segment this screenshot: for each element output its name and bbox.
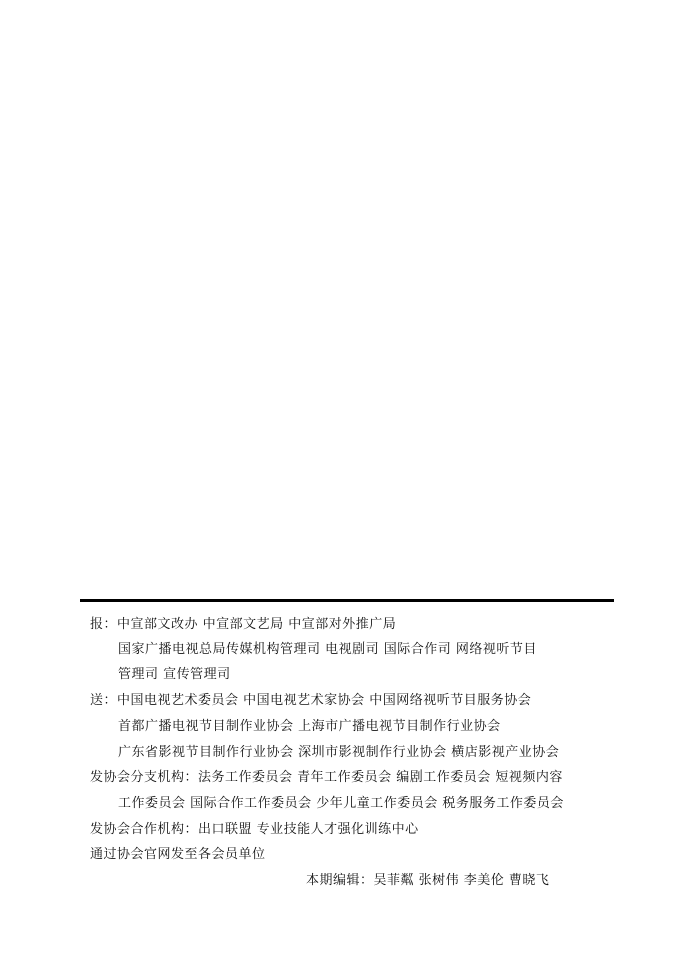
website-distribution-line: 通过协会官网发至各会员单位 xyxy=(90,847,266,862)
partner-orgs-line: 发协会合作机构：出口联盟 专业技能人才强化训练中心 xyxy=(90,822,419,837)
send-to-line-3: 广东省影视节目制作行业协会 深圳市影视制作行业协会 横店影视产业协会 xyxy=(118,745,560,760)
send-to-line-2: 首都广播电视节目制作业协会 上海市广播电视节目制作行业协会 xyxy=(118,719,501,734)
report-to-line-1: 报：中宣部文改办 中宣部文艺局 中宣部对外推广局 xyxy=(90,617,397,632)
send-to-line-1: 送：中国电视艺术委员会 中国电视艺术家协会 中国网络视听节目服务协会 xyxy=(90,693,532,708)
report-to-line-3: 管理司 宣传管理司 xyxy=(118,667,231,682)
editors-line: 本期编辑：吴菲粼 张树伟 李美伦 曹晓飞 xyxy=(306,873,550,888)
top-divider-rule xyxy=(80,599,614,602)
branch-orgs-line-1: 发协会分支机构：法务工作委员会 青年工作委员会 编剧工作委员会 短视频内容 xyxy=(90,770,563,785)
report-to-line-2: 国家广播电视总局传媒机构管理司 电视剧司 国际合作司 网络视听节目 xyxy=(118,642,537,657)
branch-orgs-line-2: 工作委员会 国际合作工作委员会 少年儿童工作委员会 税务服务工作委员会 xyxy=(118,796,564,811)
